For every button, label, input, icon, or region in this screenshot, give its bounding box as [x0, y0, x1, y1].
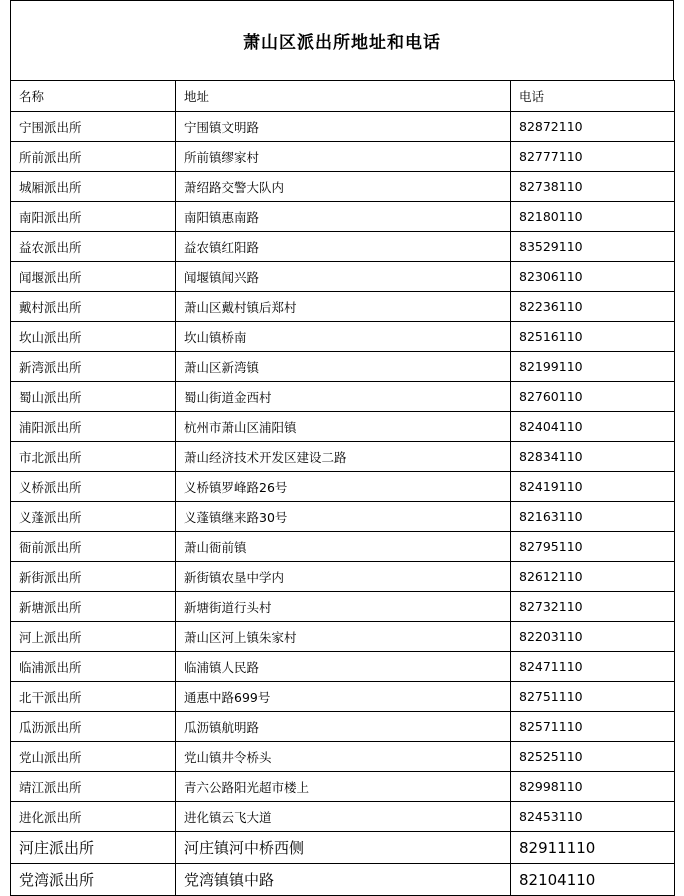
police-station-directory-table — [10, 80, 675, 896]
column-header: 地址 — [176, 81, 511, 112]
station-name-cell: 义蓬派出所 — [11, 502, 176, 532]
table-row — [11, 742, 675, 772]
station-name-cell: 宁围派出所 — [11, 112, 176, 142]
station-name-cell: 北干派出所 — [11, 682, 176, 712]
table-row — [11, 652, 675, 682]
station-address-cell: 青六公路阳光超市楼上 — [176, 772, 511, 802]
table-body — [11, 81, 675, 896]
station-address-cell: 蜀山街道金西村 — [176, 382, 511, 412]
table-row — [11, 772, 675, 802]
station-phone-cell: 82236110 — [511, 292, 675, 322]
station-name-cell: 河庄派出所 — [11, 832, 176, 864]
table-row — [11, 322, 675, 352]
station-name-cell: 新湾派出所 — [11, 352, 176, 382]
station-phone-cell: 82199110 — [511, 352, 675, 382]
station-address-cell: 党山镇井令桥头 — [176, 742, 511, 772]
station-name-cell: 瓜沥派出所 — [11, 712, 176, 742]
station-phone-cell: 82738110 — [511, 172, 675, 202]
station-name-cell: 新塘派出所 — [11, 592, 176, 622]
table-row — [11, 262, 675, 292]
station-address-cell: 所前镇缪家村 — [176, 142, 511, 172]
station-address-cell: 临浦镇人民路 — [176, 652, 511, 682]
station-phone-cell: 82760110 — [511, 382, 675, 412]
table-row — [11, 202, 675, 232]
station-phone-cell: 82419110 — [511, 472, 675, 502]
table-row — [11, 382, 675, 412]
station-phone-cell: 82104110 — [511, 864, 675, 896]
station-name-cell: 所前派出所 — [11, 142, 176, 172]
station-phone-cell: 82777110 — [511, 142, 675, 172]
station-phone-cell: 82516110 — [511, 322, 675, 352]
station-name-cell: 浦阳派出所 — [11, 412, 176, 442]
station-phone-cell: 82732110 — [511, 592, 675, 622]
station-name-cell: 党湾派出所 — [11, 864, 176, 896]
station-name-cell: 新街派出所 — [11, 562, 176, 592]
station-phone-cell: 82306110 — [511, 262, 675, 292]
table-row — [11, 142, 675, 172]
station-phone-cell: 82612110 — [511, 562, 675, 592]
station-phone-cell: 82911110 — [511, 832, 675, 864]
station-address-cell: 义桥镇罗峰路26号 — [176, 472, 511, 502]
station-name-cell: 戴村派出所 — [11, 292, 176, 322]
column-header: 名称 — [11, 81, 176, 112]
table-row — [11, 352, 675, 382]
station-address-cell: 坎山镇桥南 — [176, 322, 511, 352]
station-address-cell: 南阳镇惠南路 — [176, 202, 511, 232]
station-address-cell: 新塘街道行头村 — [176, 592, 511, 622]
station-phone-cell: 82571110 — [511, 712, 675, 742]
table-row — [11, 442, 675, 472]
station-address-cell: 萧山区河上镇朱家村 — [176, 622, 511, 652]
station-name-cell: 城厢派出所 — [11, 172, 176, 202]
table-row — [11, 712, 675, 742]
station-address-cell: 萧山区新湾镇 — [176, 352, 511, 382]
table-row — [11, 112, 675, 142]
station-phone-cell: 82834110 — [511, 442, 675, 472]
station-name-cell: 临浦派出所 — [11, 652, 176, 682]
station-phone-cell: 83529110 — [511, 232, 675, 262]
station-name-cell: 市北派出所 — [11, 442, 176, 472]
station-name-cell: 靖江派出所 — [11, 772, 176, 802]
station-phone-cell: 82872110 — [511, 112, 675, 142]
table-row — [11, 682, 675, 712]
table-row — [11, 472, 675, 502]
station-address-cell: 萧山衙前镇 — [176, 532, 511, 562]
station-phone-cell: 82795110 — [511, 532, 675, 562]
table-row — [11, 172, 675, 202]
station-address-cell: 河庄镇河中桥西侧 — [176, 832, 511, 864]
station-phone-cell: 82203110 — [511, 622, 675, 652]
column-header: 电话 — [511, 81, 675, 112]
table-row — [11, 232, 675, 262]
document-title-block — [10, 0, 674, 80]
station-phone-cell: 82471110 — [511, 652, 675, 682]
station-name-cell: 党山派出所 — [11, 742, 176, 772]
station-name-cell: 坎山派出所 — [11, 322, 176, 352]
table-row — [11, 802, 675, 832]
station-name-cell: 衙前派出所 — [11, 532, 176, 562]
station-address-cell: 进化镇云飞大道 — [176, 802, 511, 832]
station-phone-cell: 82453110 — [511, 802, 675, 832]
station-address-cell: 益农镇红阳路 — [176, 232, 511, 262]
station-address-cell: 通惠中路699号 — [176, 682, 511, 712]
station-name-cell: 进化派出所 — [11, 802, 176, 832]
station-address-cell: 瓜沥镇航明路 — [176, 712, 511, 742]
table-header-row — [11, 81, 675, 112]
station-phone-cell: 82751110 — [511, 682, 675, 712]
station-address-cell: 义蓬镇继来路30号 — [176, 502, 511, 532]
station-name-cell: 蜀山派出所 — [11, 382, 176, 412]
station-address-cell: 萧山区戴村镇后郑村 — [176, 292, 511, 322]
table-row — [11, 832, 675, 864]
table-row — [11, 622, 675, 652]
station-address-cell: 党湾镇镇中路 — [176, 864, 511, 896]
station-address-cell: 闻堰镇闻兴路 — [176, 262, 511, 292]
table-row — [11, 864, 675, 896]
station-phone-cell: 82998110 — [511, 772, 675, 802]
station-address-cell: 杭州市萧山区浦阳镇 — [176, 412, 511, 442]
station-name-cell: 闻堰派出所 — [11, 262, 176, 292]
table-row — [11, 292, 675, 322]
station-name-cell: 河上派出所 — [11, 622, 176, 652]
table-row — [11, 532, 675, 562]
table-row — [11, 502, 675, 532]
table-row — [11, 562, 675, 592]
station-name-cell: 南阳派出所 — [11, 202, 176, 232]
station-name-cell: 义桥派出所 — [11, 472, 176, 502]
station-phone-cell: 82180110 — [511, 202, 675, 232]
station-address-cell: 新街镇农垦中学内 — [176, 562, 511, 592]
station-address-cell: 萧绍路交警大队内 — [176, 172, 511, 202]
station-phone-cell: 82404110 — [511, 412, 675, 442]
page-title: 萧山区派出所地址和电话 — [243, 33, 441, 53]
table-row — [11, 412, 675, 442]
station-name-cell: 益农派出所 — [11, 232, 176, 262]
station-phone-cell: 82525110 — [511, 742, 675, 772]
table-row — [11, 592, 675, 622]
station-address-cell: 萧山经济技术开发区建设二路 — [176, 442, 511, 472]
station-address-cell: 宁围镇文明路 — [176, 112, 511, 142]
station-phone-cell: 82163110 — [511, 502, 675, 532]
